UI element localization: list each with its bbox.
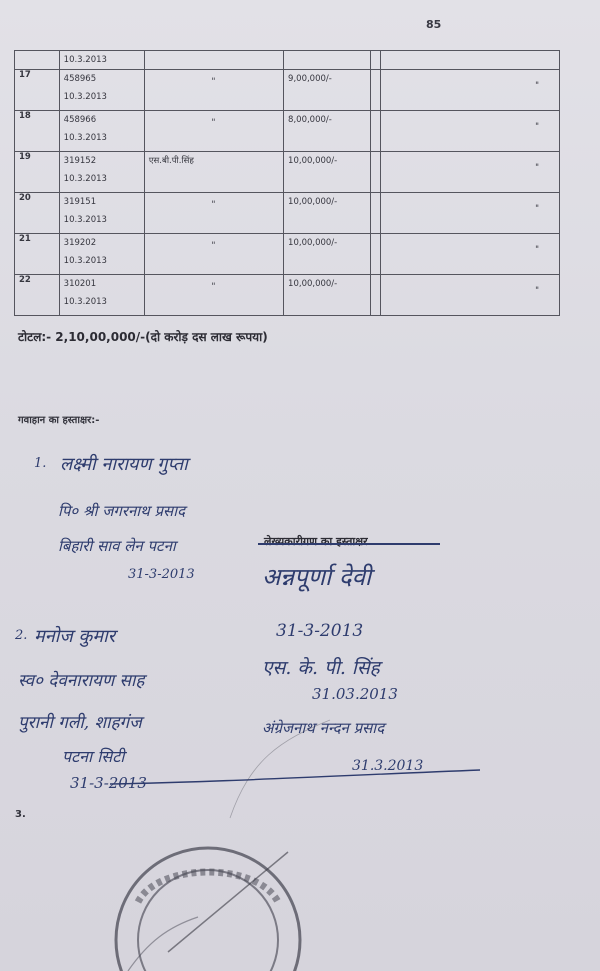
cheque-cell: 10.3.2013 <box>59 51 144 70</box>
remark-cell: " <box>381 193 560 234</box>
name-cell: " <box>144 275 283 316</box>
sn-cell: 17 <box>15 70 60 111</box>
amount-cell: 10,00,000/- <box>284 152 371 193</box>
name-cell: " <box>144 193 283 234</box>
remark-cell: " <box>381 275 560 316</box>
sn-cell: 22 <box>15 275 60 316</box>
sn-cell: 19 <box>15 152 60 193</box>
witness2-number: 2. <box>15 628 28 643</box>
page-number: 85 <box>426 18 442 31</box>
amount-cell: 10,00,000/- <box>284 193 371 234</box>
witness2-relation: स्व० देवनारायण साह <box>18 671 145 691</box>
amount-cell: 8,00,000/- <box>284 111 371 152</box>
witness1-address: बिहारी साव लेन पटना <box>58 537 176 555</box>
name-cell: " <box>144 111 283 152</box>
amount-cell: 10,00,000/- <box>284 234 371 275</box>
witness1-relation: पि० श्री जगरनाथ प्रसाद <box>58 502 186 520</box>
witness2-name: मनोज कुमार <box>34 626 116 647</box>
remark-cell: " <box>381 152 560 193</box>
item-3-marker: 3. <box>15 809 26 820</box>
remark-cell: " <box>381 111 560 152</box>
total-amount-line: टोटल:- 2,10,00,000/-(दो करोड़ दस लाख रूपया) <box>18 330 268 344</box>
sn-cell: 20 <box>15 193 60 234</box>
writer3-signature: अंग्रेजनाथ नन्दन प्रसाद <box>262 719 385 737</box>
cheque-cell: 319151 10.3.2013 <box>59 193 144 234</box>
cheque-cell: 319202 10.3.2013 <box>59 234 144 275</box>
writer2-signature: एस. के. पी. सिंह <box>262 657 380 679</box>
cheque-cell: 310201 10.3.2013 <box>59 275 144 316</box>
sn-cell: 18 <box>15 111 60 152</box>
cheque-cell: 319152 10.3.2013 <box>59 152 144 193</box>
writer2-date: 31-3-2013 <box>276 621 364 641</box>
witness1-number: 1. <box>34 456 47 471</box>
writer2-signature-date: 31.03.2013 <box>312 685 398 703</box>
witness-signatures-heading: गवाहान का हस्ताक्षर:- <box>18 415 100 426</box>
remark-cell: " <box>381 70 560 111</box>
writer1-date: 31-3-2013 <box>128 567 195 582</box>
witness2-city: पटना सिटी <box>62 747 125 766</box>
amount-cell: 10,00,000/- <box>284 275 371 316</box>
cheque-cell: 458966 10.3.2013 <box>59 111 144 152</box>
document-writers-label: लेख्यकारीगण का हस्ताक्षर <box>264 535 368 548</box>
witness2-date: 31-3-2013 <box>70 774 147 792</box>
writer1-signature: अन्नपूर्णा देवी <box>262 563 372 591</box>
witness1-name: लक्ष्मी नारायण गुप्ता <box>60 454 188 475</box>
name-cell: " <box>144 234 283 275</box>
remark-cell: " <box>381 234 560 275</box>
name-cell: एस.बी.पी.सिंह <box>144 152 283 193</box>
name-cell: " <box>144 70 283 111</box>
amount-cell: 9,00,000/- <box>284 70 371 111</box>
witness2-address: पुरानी गली, शाहगंज <box>18 713 142 733</box>
office-seal-stamp <box>108 832 308 971</box>
cheque-cell: 458965 10.3.2013 <box>59 70 144 111</box>
sn-cell: 21 <box>15 234 60 275</box>
writer3-date: 31.3.2013 <box>352 758 424 774</box>
